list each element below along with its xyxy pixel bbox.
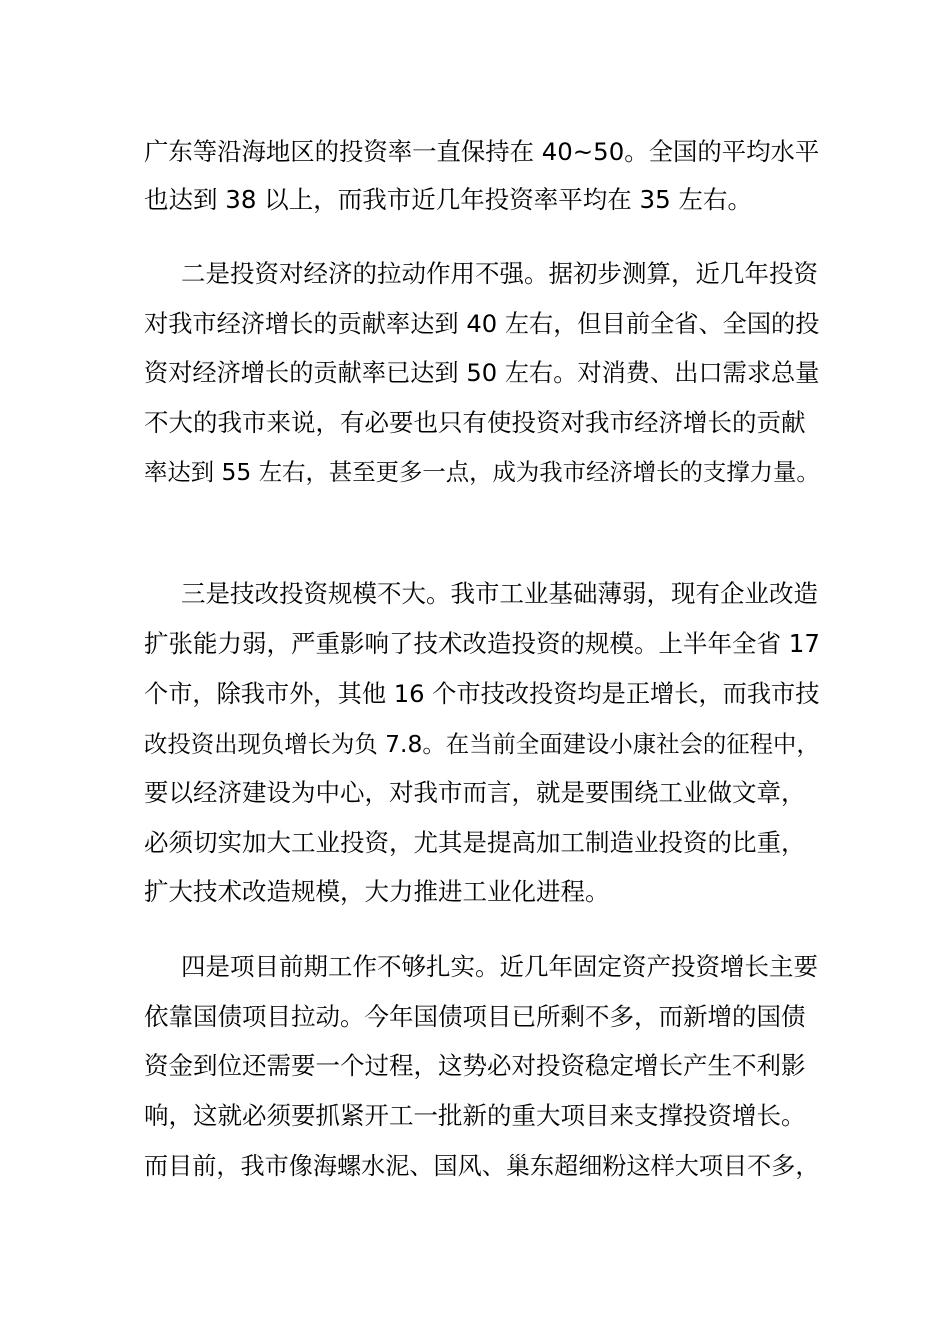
text-line: 广东等沿海地区的投资率一直保持在 40~50。全国的平均水平 <box>144 137 820 166</box>
text-line: 个市，除我市外，其他 16 个市技改投资均是正增长，而我市技 <box>144 680 820 708</box>
text-line: 要以经济建设为中心，对我市而言，就是要围绕工业做文章， <box>144 778 806 807</box>
text-line: 资金到位还需要一个过程，这势必对投资稳定增长产生不利影 <box>144 1051 806 1080</box>
text-line: 对我市经济增长的贡献率达到 40 左右，但目前全省、全国的投 <box>144 310 820 338</box>
text-line: 也达到 38 以上，而我市近几年投资率平均在 35 左右。 <box>144 185 752 214</box>
text-line: 改投资出现负增长为负 7.8。在当前全面建设小康社会的征程中， <box>144 730 820 758</box>
text-line: 二是投资对经济的拉动作用不强。据初步测算，近几年投资 <box>181 259 818 288</box>
text-line: 而目前，我市像海螺水泥、国风、巢东超细粉这样大项目不多， <box>144 1152 820 1180</box>
text-line: 扩张能力弱，严重影响了技术改造投资的规模。上半年全省 17 <box>144 629 820 658</box>
text-line: 扩大技术改造规模，大力推进工业化进程。 <box>144 877 610 906</box>
text-line: 三是技改投资规模不大。我市工业基础薄弱，现有企业改造 <box>181 579 818 608</box>
text-line: 四是项目前期工作不够扎实。近几年固定资产投资增长主要 <box>181 952 818 981</box>
text-line: 不大的我市来说，有必要也只有使投资对我市经济增长的贡献 <box>144 408 806 437</box>
text-line: 率达到 55 左右，甚至更多一点，成为我市经济增长的支撑力量。 <box>144 458 820 486</box>
text-line: 必须切实加大工业投资，尤其是提高加工制造业投资的比重， <box>144 828 806 857</box>
text-line: 资对经济增长的贡献率已达到 50 左右。对消费、出口需求总量 <box>144 359 820 387</box>
text-line: 依靠国债项目拉动。今年国债项目已所剩不多，而新增的国债 <box>144 1002 806 1031</box>
text-line: 响，这就必须要抓紧开工一批新的重大项目来支撑投资增长。 <box>144 1101 806 1130</box>
